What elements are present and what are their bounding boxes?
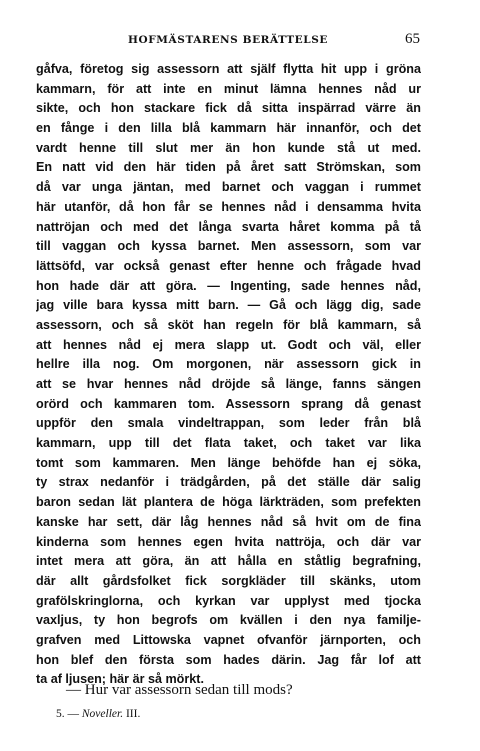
running-head: [36, 31, 420, 49]
text-line: lättsöfd, var också genast efter henne och frågade hvad: [36, 258, 421, 273]
text-line: här utanför, då hon får se hennes nåd i densamma hvita: [36, 199, 421, 214]
text-line: gåfva, företog sig assessorn att själf flytta hit upp i gröna: [36, 62, 421, 76]
text-line: till vaggan och kyssa barnet. Men assessorn, som var: [36, 239, 421, 254]
signature-number: 5.: [56, 708, 65, 720]
text-line: baron sedan lät plantera de höga lärkträden, som prefekten: [36, 495, 421, 510]
text-line: ty strax nedanför i trädgården, på det ställe där salig: [36, 475, 421, 490]
closing-dialogue: — Hur var assessorn sedan till mods?: [66, 682, 293, 698]
text-line: tomt som kammaren. Men länge behöfde han ej söka,: [36, 455, 421, 470]
text-line: vardt henne till slut mer än hon kunde stå ut med.: [36, 140, 421, 155]
text-line: assessorn, och så sköt han regeln för blå kammarn, så: [36, 317, 421, 332]
text-line: att hennes nåd ej mera slapp ut. Godt och väl, eller: [36, 337, 421, 352]
text-line: nattröjan och med det långa svarta håret komma på tå: [36, 219, 421, 234]
text-line: uppför den smala vindeltrappan, som leder från blå: [36, 416, 421, 431]
text-line: vaxljus, ty hon begrofs om kvällen i den nya familje-: [36, 613, 421, 628]
closing-line: [36, 681, 421, 699]
text-line: jag ville bara kyssa mitt barn. — Gå och lägg dig, sade: [36, 298, 421, 313]
text-line: sikte, och hon stackare fick då sitta inspärrad värre än: [36, 101, 421, 116]
text-line: kammarn, upp till det flata taket, och taket var lika: [36, 436, 421, 451]
printer-signature: [56, 708, 140, 720]
body-text: [36, 60, 421, 690]
text-line: hon hade där att göra. — Ingenting, sade hennes nåd,: [36, 278, 421, 293]
text-line: En natt vid den här tiden på året satt Strömskan, som: [36, 160, 421, 175]
text-line: då var unga jäntan, med barnet och vaggan i rummet: [36, 180, 421, 195]
text-line: där allt gårdsfolket fick sorgkläder till skänks, utom: [36, 573, 421, 588]
text-line: grafölskringlorna, och kyrkan var upplyst med tjocka: [36, 593, 421, 608]
signature-work: Noveller.: [81, 708, 124, 720]
page-number: 65: [405, 31, 420, 47]
signature-dash: —: [67, 708, 79, 720]
text-line: ta af ljusen; här är så mörkt.: [36, 672, 204, 687]
text-line: kinderna som hennes egen hvita nattröja, och där var: [36, 534, 421, 549]
text-line: kammarn, för att inte en minut lämna hennes nåd ur: [36, 81, 421, 96]
text-line: grafven med Littowska vapnet ofvanför järnporten, och: [36, 632, 421, 647]
running-title: HOFMÄSTARENS BERÄTTELSE: [127, 34, 329, 46]
text-line: kanske har sett, där låg hennes nåd så hvit om de fina: [36, 514, 421, 529]
text-line: att se hvar hennes nåd dröjde så länge, fanns sängen: [36, 377, 421, 391]
text-line: intet mera att göra, än att hålla en ståtlig begrafning,: [36, 554, 421, 569]
signature-volume: III.: [125, 708, 141, 720]
text-line: hellre illa nog. Om morgonen, när assessorn gick in: [36, 357, 421, 372]
text-line: hon blef den första som hades därin. Jag får lof att: [36, 652, 421, 667]
text-line: en fånge i den lilla blå kammarn här innanför, och det: [36, 121, 421, 136]
text-line: orörd och kammaren tom. Assessorn sprang då genast: [36, 396, 421, 411]
